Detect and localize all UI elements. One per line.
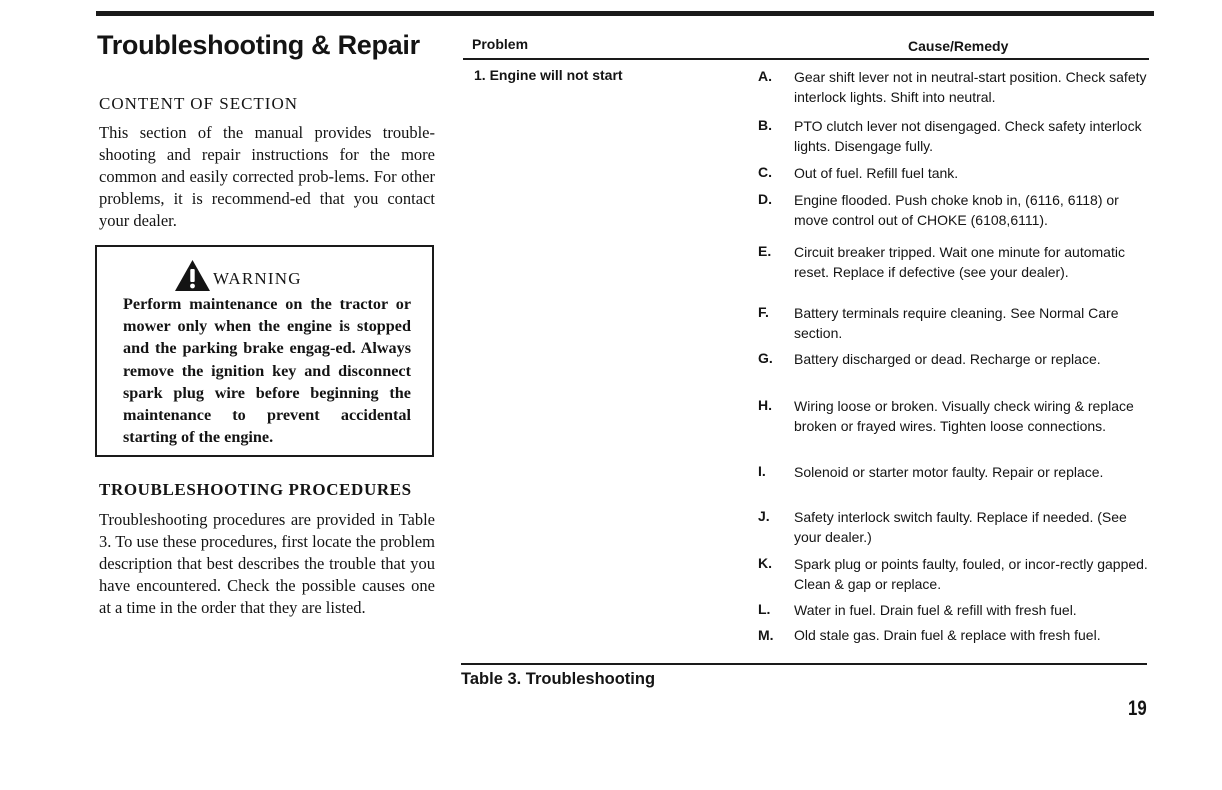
content-paragraph: This section of the manual provides trouble-shooting and repair instructions for the more common and easily corrected prob-lems. For other problems, it is recommend-ed that you contact your dealer.	[99, 123, 435, 230]
content-heading: CONTENT OF SECTION	[99, 94, 299, 113]
cause-letter: M.	[758, 627, 774, 643]
cause-text: Old stale gas. Drain fuel & replace with fresh fuel.	[794, 627, 1101, 643]
problem-engine-will-not-start: 1. Engine will not start	[474, 67, 623, 83]
cause-letter: B.	[758, 117, 772, 133]
cause-letter: L.	[758, 601, 771, 617]
cause-letter: E.	[758, 243, 772, 259]
cause-text: Solenoid or starter motor faulty. Repair or replace.	[794, 464, 1104, 480]
cause-text: Safety interlock switch faulty. Replace if needed. (See your dealer.)	[794, 509, 1127, 545]
cause-letter: A.	[758, 68, 772, 84]
table-bottom-rule	[461, 663, 1147, 665]
procedures-paragraph: Troubleshooting procedures are provided in Table 3. To use these procedures, first locate the problem description that best describes the trouble that you have encountered. Check the possible causes one at a time in the order that they are listed.	[99, 510, 435, 617]
cause-letter: D.	[758, 191, 772, 207]
warning-title: WARNING	[213, 268, 302, 288]
procedures-heading: TROUBLESHOOTING PROCEDURES	[99, 480, 412, 499]
cause-letter: K.	[758, 555, 772, 571]
cause-letter: J.	[758, 508, 770, 524]
cause-text: Spark plug or points faulty, fouled, or incor-rectly gapped. Clean & gap or replace.	[794, 556, 1148, 592]
cause-letter: I.	[758, 463, 766, 479]
warning-box	[95, 245, 434, 457]
cause-column-header: Cause/Remedy	[908, 38, 1009, 54]
cause-text: Wiring loose or broken. Visually check wiring & replace broken or frayed wires. Tighten loose connections.	[794, 398, 1134, 434]
cause-text: Engine flooded. Push choke knob in, (6116, 6118) or move control out of CHOKE (6108,6111).	[794, 192, 1119, 228]
cause-text: Battery terminals require cleaning. See Normal Care section.	[794, 305, 1119, 341]
cause-letter: G.	[758, 350, 773, 366]
cause-letter: C.	[758, 164, 772, 180]
top-rule	[96, 11, 1154, 16]
warning-header	[174, 259, 302, 292]
cause-text: Water in fuel. Drain fuel & refill with fresh fuel.	[794, 602, 1077, 618]
warning-triangle-icon	[174, 259, 211, 292]
cause-text: Battery discharged or dead. Recharge or replace.	[794, 351, 1101, 367]
cause-text: PTO clutch lever not disengaged. Check safety interlock lights. Disengage fully.	[794, 118, 1142, 154]
cause-text: Gear shift lever not in neutral-start position. Check safety interlock lights. Shift into neutral.	[794, 69, 1147, 105]
cause-text: Circuit breaker tripped. Wait one minute for automatic reset. Replace if defective (see your dealer).	[794, 244, 1125, 280]
cause-letter: H.	[758, 397, 772, 413]
header-rule	[463, 58, 1149, 60]
page-title: Troubleshooting & Repair	[97, 30, 420, 60]
cause-letter: F.	[758, 304, 769, 320]
page-number: 19	[1128, 697, 1147, 720]
problem-column-header: Problem	[472, 36, 529, 52]
warning-text: Perform maintenance on the tractor or mower only when the engine is stopped and the parking brake engag-ed. Always remove the ignition key and disconnect spark plug wire before beginning the maintenance to prevent accidental starting of the engine.	[123, 295, 411, 447]
cause-text: Out of fuel. Refill fuel tank.	[794, 165, 959, 181]
table-caption: Table 3. Troubleshooting	[461, 670, 656, 688]
